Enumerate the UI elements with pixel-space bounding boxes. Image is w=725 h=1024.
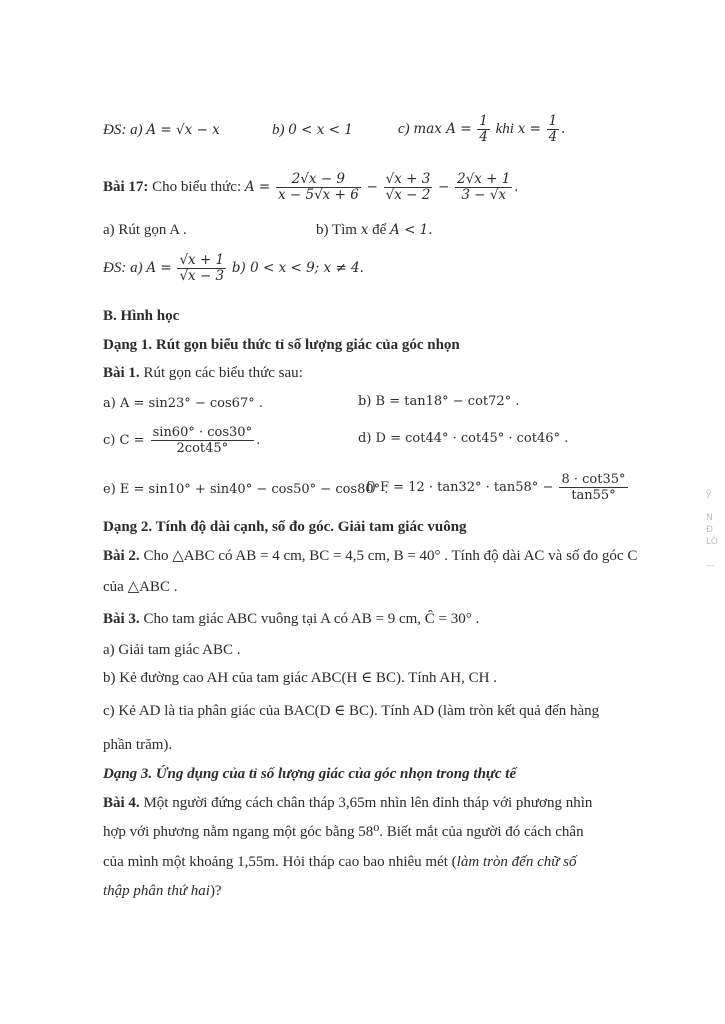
scan-edge-mark: ỹ N Đ LÓ — bbox=[706, 489, 718, 571]
bai3-c-line2: phần trăm). bbox=[103, 737, 173, 753]
exercise-label: Bài 17: bbox=[103, 179, 149, 195]
dang2-heading: Dạng 2. Tính độ dài cạnh, số đo góc. Giải tam giác vuông bbox=[103, 519, 467, 535]
bai3-b: b) Kẻ đường cao AH của tam giác ABC(H ∈ BC). Tính AH, CH . bbox=[103, 670, 497, 686]
fraction: $\frac{1}{4}$ bbox=[548, 113, 558, 146]
bai4-line1: Bài 4. Một người đứng cách chân tháp 3,65m nhìn lên đỉnh tháp với phương nhìn bbox=[103, 795, 593, 811]
bai1-b: b) B = tan18° − cot72° . bbox=[358, 394, 520, 409]
fraction: $\frac{1}{4}$ bbox=[479, 113, 488, 146]
bai4-line4: thập phân thứ hai)? bbox=[103, 883, 222, 899]
answer-b: b) 0 < x < 1 bbox=[272, 122, 353, 138]
bai1-f: f) F = 12 · tan32° · tan58° − $\frac{8 \cdot \cot 35^\circ}{\tan 55^\circ}$ bbox=[366, 472, 626, 503]
answer-line-16: ĐS: a) A = √x − x bbox=[103, 122, 220, 138]
bai3-c-line1: c) Kẻ AD là tia phân giác của BAC(D ∈ BC). Tính AD (làm tròn kết quả đến hàng bbox=[103, 703, 600, 719]
dang3-heading: Dạng 3. Ứng dụng của tỉ số lượng giác của góc nhọn trong thực tế bbox=[103, 766, 517, 782]
answer-label: ĐS: bbox=[103, 122, 127, 138]
exercise-label: Bài 2. bbox=[103, 548, 140, 564]
fraction: $\frac{\sin 60^\circ \cdot \cos 30^\circ}{2\cot 45^\circ}$ bbox=[152, 425, 253, 456]
answer-a-expr: A = √x − x bbox=[146, 122, 220, 138]
exercise-label: Bài 4. bbox=[103, 795, 140, 811]
bai3-statement: Bài 3. Cho tam giác ABC vuông tại A có AB = 9 cm, Ĉ = 30° . bbox=[103, 611, 480, 627]
fraction: $\frac{√x + 3}{√x - 2}$ bbox=[385, 171, 431, 204]
bai4-line3: của mình một khoảng 1,55m. Hỏi tháp cao bao nhiêu mét (làm tròn đến chữ số bbox=[103, 854, 577, 870]
bai2-line1: Bài 2. Cho △ABC có AB = 4 cm, BC = 4,5 cm, B = 40° . Tính độ dài AC và số đo góc C bbox=[103, 548, 638, 564]
bai17-question-b: b) Tìm x để A < 1. bbox=[316, 222, 433, 238]
bai1-c: c) C = $\frac{\sin 60^\circ \cdot \cos 30^\circ}{2\cot 45^\circ}$ . bbox=[103, 425, 261, 456]
fraction: $\frac{√x + 1}{√x - 3}$ bbox=[179, 252, 225, 285]
fraction: $\frac{2√x - 9}{x - 5√x + 6}$ bbox=[277, 171, 359, 204]
dang1-heading: Dạng 1. Rút gọn biểu thức tỉ số lượng giác của góc nhọn bbox=[103, 337, 460, 353]
bai3-a: a) Giải tam giác ABC . bbox=[103, 642, 241, 658]
bai1-statement: Bài 1. Rút gọn các biểu thức sau: bbox=[103, 365, 303, 381]
bai4-line2: hợp với phương nằm ngang một góc bằng 58⁰. Biết mắt của người đó cách chân bbox=[103, 824, 584, 840]
bai1-d: d) D = cot44° · cot45° · cot46° . bbox=[358, 431, 569, 446]
fraction: $\frac{2√x + 1}{3 - √x}$ bbox=[457, 171, 511, 204]
bai17-answer: ĐS: a) A = $\frac{√x + 1}{√x - 3}$ b) 0 < x < 9; x ≠ 4. bbox=[103, 252, 364, 285]
bai1-e: e) E = sin10° + sin40° − cos50° − cos80° . bbox=[103, 482, 389, 497]
bai2-line2: của △ABC . bbox=[103, 579, 178, 595]
fraction: $\frac{8 \cdot \cot 35^\circ}{\tan 55^\circ}$ bbox=[561, 472, 626, 503]
exercise-label: Bài 3. bbox=[103, 611, 140, 627]
exercise-label: Bài 1. bbox=[103, 365, 140, 381]
bai17-statement: Bài 17: Cho biểu thức: A = $\frac{2√x - 9}{x - 5√x + 6}$ − $\frac{√x + 3}{√x - 2}$ − $\frac{2√x + 1}{3 - √x}$ . bbox=[103, 171, 519, 204]
answer-c: c) max A = $\frac{1}{4}$ khi x = $\frac{1}{4}$ . bbox=[398, 113, 565, 146]
bai17-question-a: a) Rút gọn A . bbox=[103, 222, 187, 238]
section-title: B. Hình học bbox=[103, 308, 180, 324]
bai1-a: a) A = sin23° − cos67° . bbox=[103, 396, 263, 411]
